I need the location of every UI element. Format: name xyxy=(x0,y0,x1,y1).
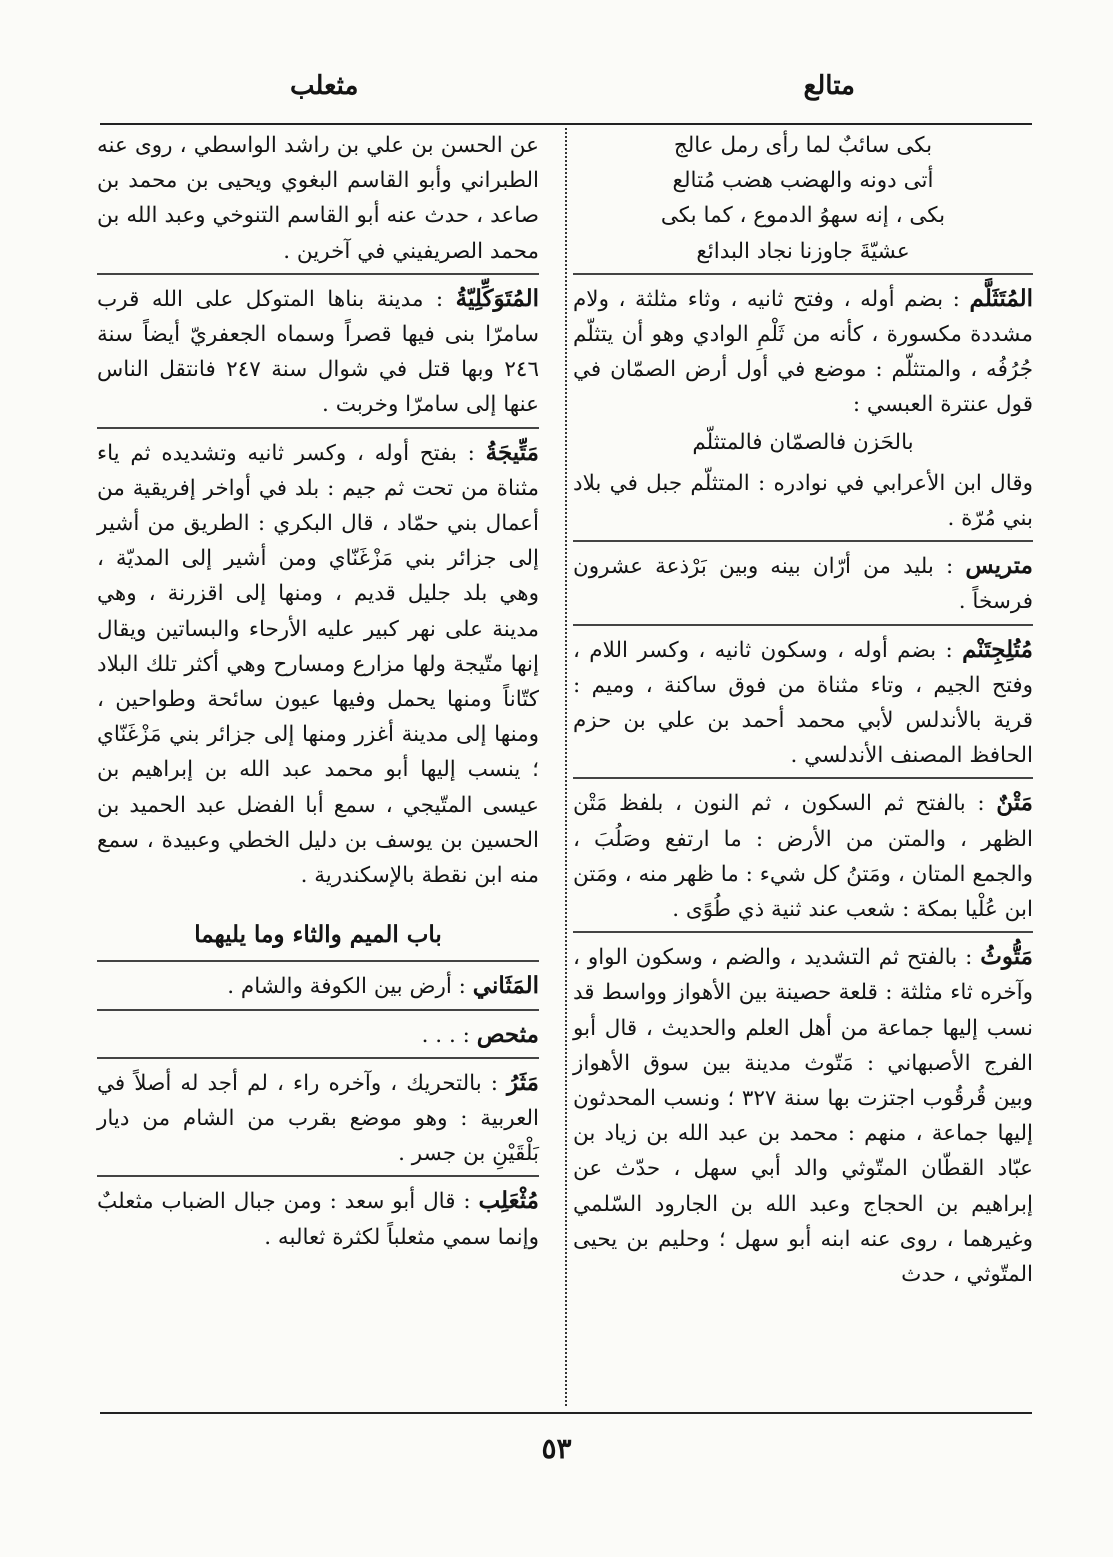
entry-mutathallam xyxy=(573,273,1033,536)
page-number: ٥٣ xyxy=(541,1432,572,1465)
right-column xyxy=(573,128,1033,1292)
header-rule xyxy=(100,123,1032,125)
entry-mutawakkiliyya xyxy=(97,273,539,423)
poem-verse: أتى دونه والهضب هضب مُتالع xyxy=(672,168,934,194)
poem-verse: بكى ، إنه سهوُ الدموع ، كما بكى xyxy=(660,203,946,229)
entry-headword: مُثْعَلِب xyxy=(478,1187,539,1215)
column-divider xyxy=(565,128,567,1406)
entry-text: : أرض بين الكوفة والشام . xyxy=(227,974,466,1000)
poem-quote: بالحَزن فالصمّان فالمتثلّم xyxy=(692,429,914,455)
entry-headword: مَثَرُ xyxy=(507,1068,539,1096)
entry-headword: مثحص xyxy=(476,1020,539,1048)
entry-headword: المُتَثَلَّم xyxy=(969,284,1034,312)
entry-text: : . . . xyxy=(421,1022,470,1048)
entry-continuation xyxy=(97,128,539,269)
entry-text: : بالفتح ثم السكون ، ثم النون ، بلفظ مَتْن الظهر ، والمتن من الأرض : ما ارتفع وصَلُبَ ، والجمع المتان ، ومَتنُ كل شيء : ما ظهر منه ، ومَتن ابن عُلْيا بمكة : شعب عند ثنية ذي طُوًى . xyxy=(573,791,1033,923)
entry-mathani xyxy=(97,960,539,1004)
left-column xyxy=(97,128,539,1255)
entry-text: : مدينة بناها المتوكل على الله قرب سامرّا بنى فيها قصراً وسماه الجعفريّ أيضاً سنة ٢٤٦ وبها قتل في شوال سنة ٢٤٧ فانتقل الناس عنها إلى سامرّا وخربت . xyxy=(97,286,539,418)
entry-text: : بالفتح ثم التشديد ، والضم ، وسكون الواو ، وآخره ثاء مثلثة : قلعة حصينة بين الأهواز وواسط قد نسب إليها جماعة من أهل العلم والحديث ، قال أبو الفرج الأصبهاني : مَتّوث مدينة بين سوق الأهواز وبين قُرقُوب اجتزت بها سنة ٣٢٧ ؛ ونسب المحدثون إليها جماعة ، منهم : محمد بن عبد الله بن زياد بن عبّاد القطّان المتّوثي والد أبي سهل ، حدّث عن إبراهيم بن الحجاج وعبد الله بن الجارود السّلمي وغيرهما ، روى عنه ابنه أبو سهل ؛ وحليم بن يحيى المتّوثي ، حدث xyxy=(573,945,1033,1288)
entry-text: : بالتحريك ، وآخره راء ، لم أجد له أصلاً في العربية : وهو موضع بقرب من الشام من ديار بَلْقَيْنِ بن جسر . xyxy=(97,1070,539,1167)
entry-mattuth xyxy=(573,931,1033,1292)
entry-mathar xyxy=(97,1057,539,1172)
entry-headword: متريس xyxy=(965,552,1033,580)
entry-text: : بضم أوله ، وفتح ثانيه ، وثاء مثلثة ، ولام مشددة مكسورة ، كأنه من ثَلْمِ الوادي وهو أن يتثلّم جُرُفُه ، والمتثلّم : موضع في أول أرض الصمّان في قول عنترة العبسي : xyxy=(573,286,1033,418)
entry-text: عن الحسن بن علي بن راشد الواسطي ، روى عنه الطبراني وأبو القاسم البغوي ويحيى بن محمد بن صاعد ، حدث عنه أبو القاسم التنوخي وعبد الله بن محمد الصريفيني في آخرين . xyxy=(97,133,539,264)
entry-mattija xyxy=(97,427,539,894)
running-header-left: مثعلب xyxy=(290,71,359,101)
poem-verse: عشيّةَ جاوزنا نجاد البدائع xyxy=(696,238,910,264)
footer-rule xyxy=(100,1412,1032,1414)
entry-headword: مَتُّوثُ xyxy=(980,943,1033,971)
entry-text: : بفتح أوله ، وكسر ثانيه وتشديده ثم ياء مثناة من تحت ثم جيم : بلد في أواخر إفريقية من أعمال بني حمّاد ، قال البكري : الطريق من أشير إلى جزائر بني مَزْغَنّاي ومن أشير إلى المديّة ، وهي بلد جليل قديم ، ومنها إلى اقزرنة ، وهي مدينة على نهر كبير عليه الأرحاء والبساتين ويقال إنها متّيجة ولها مزارع ومسارح وهي أكثر تلك البلاد كتّاناً ومنها يحمل وفيها عيون سائحة وطواحين ، ومنها إلى مدينة أغزر ومنها إلى جزائر بني مَزْغَنّاي ؛ ينسب إليها أبو محمد عبد الله بن إبراهيم بن عيسى المتّيجي ، سمع أبا الفضل عبد الحميد بن الحسين بن يوسف بن دليل الخطي وعبيدة ، سمع منه ابن نقطة بالإسكندرية . xyxy=(97,440,539,889)
entry-text: : بضم أوله ، وسكون ثانيه ، وكسر اللام ، وفتح الجيم ، وتاء مثناة من فوق ساكنة ، وميم : قرية بالأندلس لأبي محمد أحمد بن علي بن حزم الحافظ المصنف الأندلسي . xyxy=(573,637,1033,769)
entry-headword: مَتِّيجَةُ xyxy=(485,438,539,466)
poem-verse: بكى سائبٌ لما رأى رمل عالج xyxy=(673,133,933,158)
running-header-right: متالع xyxy=(803,71,855,101)
entry-matris xyxy=(573,540,1033,619)
entry-headword: مُتُلِجِتَنْم xyxy=(962,635,1034,663)
section-title: باب الميم والثاء وما يليهما xyxy=(194,921,442,949)
entry-text: : قال أبو سعد : ومن جبال الضباب مثعلبٌ وإنما سمي مثعلباً لكثرة ثعالبه . xyxy=(97,1189,539,1250)
entry-text-continued: وقال ابن الأعرابي في نوادره : المتثلّم جبل في بلاد بني مُرّة . xyxy=(573,470,1033,532)
entry-matn xyxy=(573,777,1033,927)
entry-muthalib xyxy=(97,1175,539,1254)
entry-headword: المُتَوَكِّلِيّةُ xyxy=(455,284,539,312)
poem-block xyxy=(573,128,1033,269)
entry-text: : بليد من أرّان بينه وبين بَرْذعة عشرون فرسخاً . xyxy=(573,554,1033,615)
entry-mathhas xyxy=(97,1009,539,1053)
entry-headword: المَثَاني xyxy=(472,972,539,1000)
entry-headword: مَتْنٌ xyxy=(996,789,1033,817)
entry-mutuljitanm xyxy=(573,624,1033,774)
